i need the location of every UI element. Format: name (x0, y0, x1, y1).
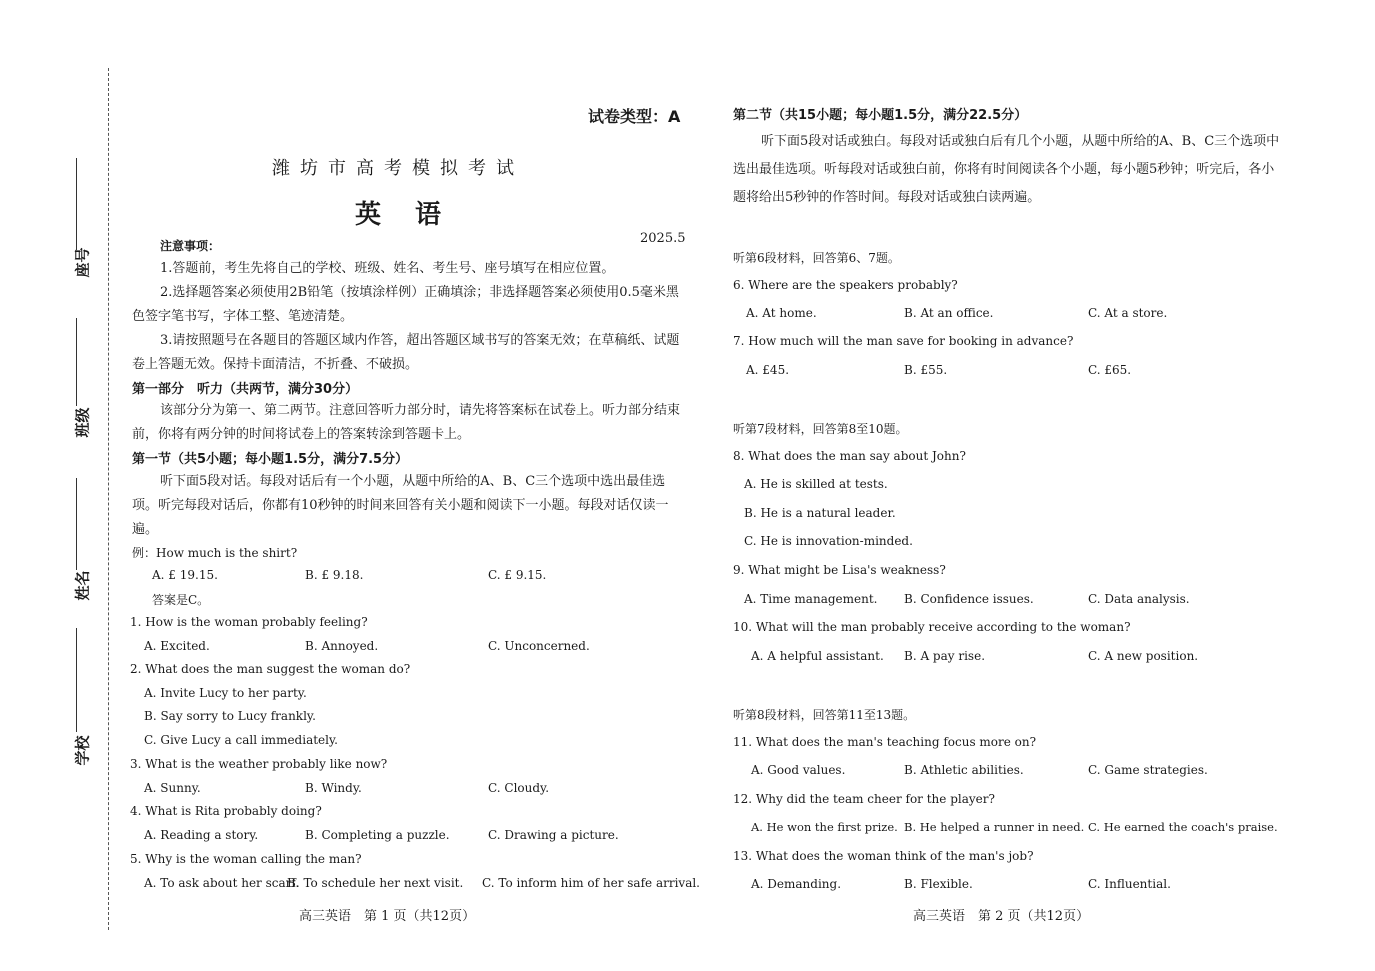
binding-margin (0, 0, 115, 971)
material-7-heading: 听第7段材料，回答第8至10题。 (733, 422, 908, 436)
q4-option-c: C. Drawing a picture. (488, 828, 619, 842)
q5-option-c: C. To inform him of her safe arrival. (482, 876, 700, 890)
question-6: 6. Where are the speakers probably? (733, 278, 958, 292)
section1-title: 第一节（共5小题；每小题1.5分，满分7.5分） (132, 452, 409, 467)
question-4: 4. What is Rita probably doing? (130, 804, 322, 818)
question-13: 13. What does the woman think of the man's job? (733, 849, 1034, 863)
notice-item-2: 2.选择题答案必须使用2B铅笔（按填涂样例）正确填涂；非选择题答案必须使用0.5毫米黑色签字笔书写，字体工整、笔迹清楚。 (132, 285, 679, 324)
class-write-line[interactable] (76, 318, 77, 406)
q9-option-a: A. Time management. (744, 592, 878, 606)
example-answer: 答案是C。 (152, 593, 210, 607)
q6-option-c: C. At a store. (1088, 306, 1168, 320)
q8-option-a: A. He is skilled at tests. (744, 477, 888, 491)
q10-option-a: A. A helpful assistant. (751, 649, 884, 663)
question-7: 7. How much will the man save for booking in advance? (733, 334, 1074, 348)
class-label: 班级 (73, 407, 92, 438)
name-write-line[interactable] (76, 478, 77, 570)
school-write-line[interactable] (76, 628, 77, 732)
q11-option-b: B. Athletic abilities. (904, 763, 1024, 777)
material-6-heading: 听第6段材料，回答第6、7题。 (733, 251, 900, 265)
q12-option-c: C. He earned the coach's praise. (1088, 820, 1278, 834)
exam-type: 试卷类型：A (588, 107, 681, 126)
q1-option-b: B. Annoyed. (305, 639, 379, 653)
seat-write-line[interactable] (76, 158, 77, 250)
section2-title: 第二节（共15小题；每小题1.5分，满分22.5分） (733, 108, 1028, 123)
school-label: 学校 (73, 735, 92, 766)
example-option-c: C. £ 9.15. (488, 568, 547, 582)
q3-option-a: A. Sunny. (144, 781, 201, 795)
question-3: 3. What is the weather probably like now? (130, 757, 388, 771)
q6-option-b: B. At an office. (904, 306, 994, 320)
page2-footer: 高三英语 第 2 页（共12页） (913, 909, 1090, 924)
notice-title: 注意事项： (160, 239, 221, 253)
q9-option-c: C. Data analysis. (1088, 592, 1190, 606)
q11-option-c: C. Game strategies. (1088, 763, 1208, 777)
q6-option-a: A. At home. (746, 306, 817, 320)
exam-date: 2025.5 (640, 231, 686, 246)
q1-option-c: C. Unconcerned. (488, 639, 590, 653)
q2-option-b: B. Say sorry to Lucy frankly. (144, 709, 316, 723)
notice-item-3: 3.请按照题号在各题目的答题区域内作答，超出答题区域书写的答案无效；在草稿纸、试题卷上答题无效。保持卡面清洁，不折叠、不破损。 (132, 333, 680, 372)
question-1: 1. How is the woman probably feeling? (130, 615, 368, 629)
q9-option-b: B. Confidence issues. (904, 592, 1034, 606)
q4-option-a: A. Reading a story. (144, 828, 259, 842)
q3-option-c: C. Cloudy. (488, 781, 550, 795)
q4-option-b: B. Completing a puzzle. (305, 828, 450, 842)
q7-option-b: B. £55. (904, 363, 948, 377)
q5-option-a: A. To ask about her scarf. (144, 876, 300, 890)
name-label: 姓名 (73, 570, 92, 601)
question-2: 2. What does the man suggest the woman do? (130, 662, 411, 676)
question-8: 8. What does the man say about John? (733, 449, 966, 463)
section1-description: 听下面5段对话。每段对话后有一个小题，从题中所给的A、B、C三个选项中选出最佳选项。听完每段对话后，你都有10秒钟的时间来回答有关小题和阅读下一小题。每段对话仅读一遍。 (132, 474, 669, 537)
q3-option-b: B. Windy. (305, 781, 362, 795)
page1-footer: 高三英语 第 1 页（共12页） (299, 909, 476, 924)
q10-option-c: C. A new position. (1088, 649, 1199, 663)
q13-option-a: A. Demanding. (751, 877, 842, 891)
q11-option-a: A. Good values. (751, 763, 846, 777)
question-10: 10. What will the man probably receive according to the woman? (733, 620, 1131, 634)
example-option-b: B. £ 9.18. (305, 568, 364, 582)
question-12: 12. Why did the team cheer for the player? (733, 792, 995, 806)
seat-label: 座号 (73, 247, 92, 278)
q12-option-b: B. He helped a runner in need. (904, 820, 1085, 834)
q7-option-a: A. £45. (746, 363, 790, 377)
q7-option-c: C. £65. (1088, 363, 1132, 377)
section2-description: 听下面5段对话或独白。每段对话或独白后有几个小题，从题中所给的A、B、C三个选项中选出最佳选项。听每段对话或独白前，你将有时间阅读各个小题，每小题5秒钟；听完后，各小题将给出5秒钟的作答时间。每段对话或独白读两遍。 (733, 134, 1280, 205)
q5-option-b: B. To schedule her next visit. (287, 876, 464, 890)
q13-option-c: C. Influential. (1088, 877, 1171, 891)
question-11: 11. What does the man's teaching focus more on? (733, 735, 1037, 749)
q2-option-a: A. Invite Lucy to her party. (144, 686, 307, 700)
q12-option-a: A. He won the first prize. (751, 820, 898, 834)
exam-subtitle: 潍坊市高考模拟考试 (272, 158, 524, 179)
part1-description: 该部分分为第一、第二两节。注意回答听力部分时，请先将答案标在试卷上。听力部分结束前，你将有两分钟的时间将试卷上的答案转涂到答题卡上。 (132, 403, 681, 442)
subject-title: 英语 (355, 200, 476, 230)
notice-item-1: 1.答题前，考生先将自己的学校、班级、姓名、考生号、座号填写在相应位置。 (160, 261, 615, 276)
material-8-heading: 听第8段材料，回答第11至13题。 (733, 708, 916, 722)
q8-option-c: C. He is innovation-minded. (744, 534, 913, 548)
q13-option-b: B. Flexible. (904, 877, 973, 891)
question-9: 9. What might be Lisa's weakness? (733, 563, 946, 577)
part1-title: 第一部分 听力（共两节，满分30分） (132, 382, 359, 397)
example-question: 例：How much is the shirt? (132, 546, 298, 560)
q1-option-a: A. Excited. (144, 639, 210, 653)
example-option-a: A. £ 19.15. (152, 568, 218, 582)
question-5: 5. Why is the woman calling the man? (130, 852, 362, 866)
q8-option-b: B. He is a natural leader. (744, 506, 896, 520)
binding-dashed-line (108, 68, 109, 930)
q10-option-b: B. A pay rise. (904, 649, 986, 663)
q2-option-c: C. Give Lucy a call immediately. (144, 733, 338, 747)
